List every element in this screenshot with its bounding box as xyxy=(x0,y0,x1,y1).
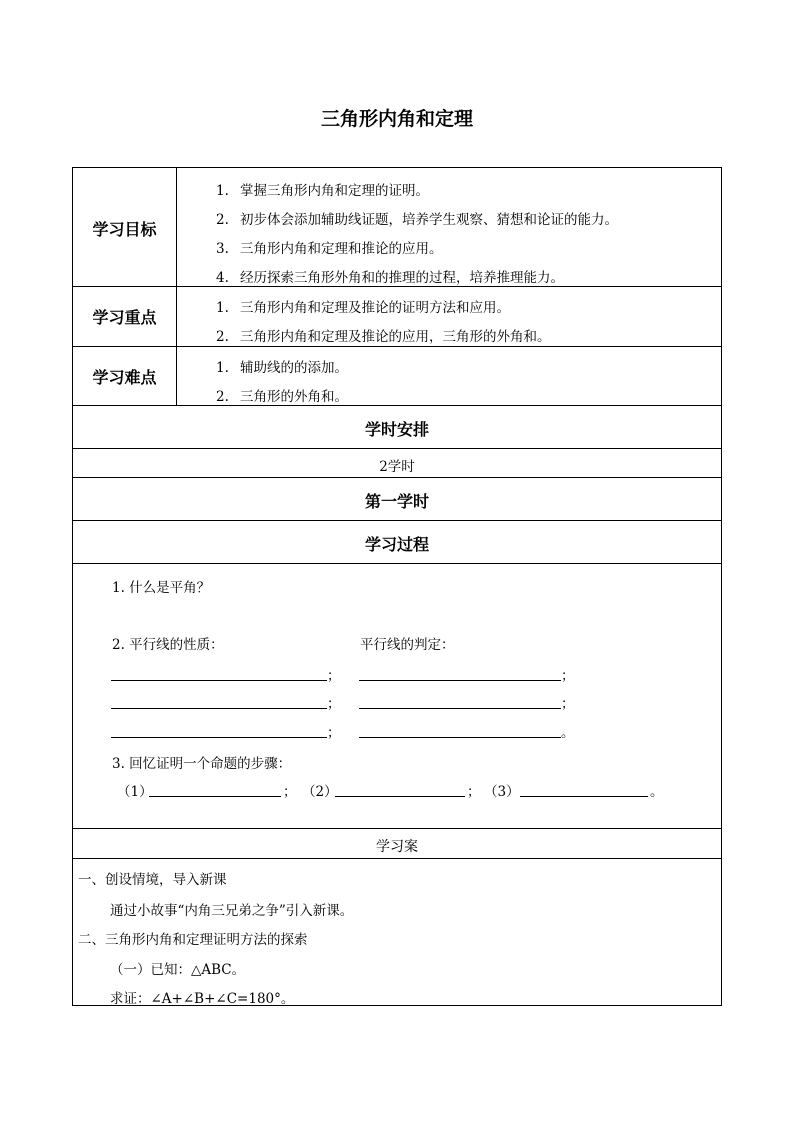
lesson-table xyxy=(72,167,722,1006)
objective-text: 掌握三角形内角和定理的证明。 xyxy=(240,183,429,199)
semicolon: ； xyxy=(467,784,481,800)
section-2-heading: 二、三角形内角和定理证明方法的探索 xyxy=(78,932,308,948)
difficulty-item xyxy=(216,356,348,376)
difficulty-text: 三角形的外角和。 xyxy=(240,389,348,405)
row-divider xyxy=(73,405,721,406)
answer-blank[interactable] xyxy=(359,708,561,709)
key-point-text: 三角形内角和定理及推论的证明方法和应用。 xyxy=(240,300,510,316)
semicolon: ； xyxy=(327,668,341,684)
objective-number: 4. xyxy=(216,270,229,286)
plan-header: 学习案 xyxy=(376,839,418,855)
period: 。 xyxy=(650,784,664,800)
row-divider xyxy=(73,286,721,287)
key-point-number: 1. xyxy=(216,300,229,316)
given-statement: （一）已知：△ABC。 xyxy=(110,962,246,978)
objective-item xyxy=(216,266,564,286)
objective-text: 三角形内角和定理和推论的应用。 xyxy=(240,241,443,257)
objective-item xyxy=(216,179,429,199)
row-divider xyxy=(73,828,721,829)
key-point-text: 三角形内角和定理及推论的应用，三角形的外角和。 xyxy=(240,329,551,345)
key-point-item xyxy=(216,325,551,345)
section-1-heading: 一、创设情境，导入新课 xyxy=(78,872,227,888)
first-period-header: 第一学时 xyxy=(364,492,429,511)
question-2-right: 平行线的判定： xyxy=(360,637,455,653)
semicolon: ； xyxy=(561,668,575,684)
row-divider xyxy=(73,858,721,859)
row-divider xyxy=(73,448,721,449)
schedule-value: 2学时 xyxy=(379,459,415,475)
objective-item xyxy=(216,237,443,257)
section-1-text: 通过小故事“内角三兄弟之争”引入新课。 xyxy=(110,903,354,919)
difficulty-item xyxy=(216,385,348,405)
schedule-header: 学时安排 xyxy=(364,420,429,439)
key-point-item xyxy=(216,296,510,316)
answer-blank[interactable] xyxy=(359,737,561,738)
objective-number: 3. xyxy=(216,241,229,257)
key-point-number: 2. xyxy=(216,329,229,345)
semicolon: ； xyxy=(561,696,575,712)
question-2-left: 2. 平行线的性质： xyxy=(112,637,224,653)
objective-number: 1. xyxy=(216,183,229,199)
difficulty-number: 2. xyxy=(216,389,229,405)
step-2-label: （2） xyxy=(302,784,338,800)
difficulty-number: 1. xyxy=(216,360,229,376)
semicolon: ； xyxy=(283,784,297,800)
answer-blank[interactable] xyxy=(359,680,561,681)
question-1: 1. 什么是平角？ xyxy=(112,580,211,596)
question-3: 3. 回忆证明一个命题的步骤： xyxy=(112,756,292,772)
row-divider xyxy=(73,477,721,478)
answer-blank[interactable] xyxy=(111,708,327,709)
objective-item xyxy=(216,208,618,228)
objective-text: 经历探索三角形外角和的推理的过程，培养推理能力。 xyxy=(240,270,564,286)
step-3-blank[interactable] xyxy=(520,796,648,797)
objectives-label: 学习目标 xyxy=(92,220,157,239)
key-points-label: 学习重点 xyxy=(92,308,157,327)
prove-statement: 求证：∠A+∠B+∠C=180°。 xyxy=(110,991,295,1007)
step-1-label: （1） xyxy=(117,784,153,800)
period: 。 xyxy=(561,725,575,741)
semicolon: ； xyxy=(327,696,341,712)
difficulty-text: 辅助线的的添加。 xyxy=(240,360,348,376)
row-divider xyxy=(73,520,721,521)
row-divider xyxy=(73,346,721,347)
semicolon: ； xyxy=(327,725,341,741)
page-title: 三角形内角和定理 xyxy=(320,108,473,130)
step-2-blank[interactable] xyxy=(335,796,465,797)
step-3-label: （3） xyxy=(484,784,520,800)
difficulties-label: 学习难点 xyxy=(92,368,157,387)
answer-blank[interactable] xyxy=(111,737,327,738)
process-header: 学习过程 xyxy=(364,535,429,554)
row-divider xyxy=(73,563,721,564)
objective-text: 初步体会添加辅助线证题，培养学生观察、猜想和论证的能力。 xyxy=(240,212,618,228)
step-1-blank[interactable] xyxy=(149,796,281,797)
answer-blank[interactable] xyxy=(111,680,327,681)
objective-number: 2. xyxy=(216,212,229,228)
